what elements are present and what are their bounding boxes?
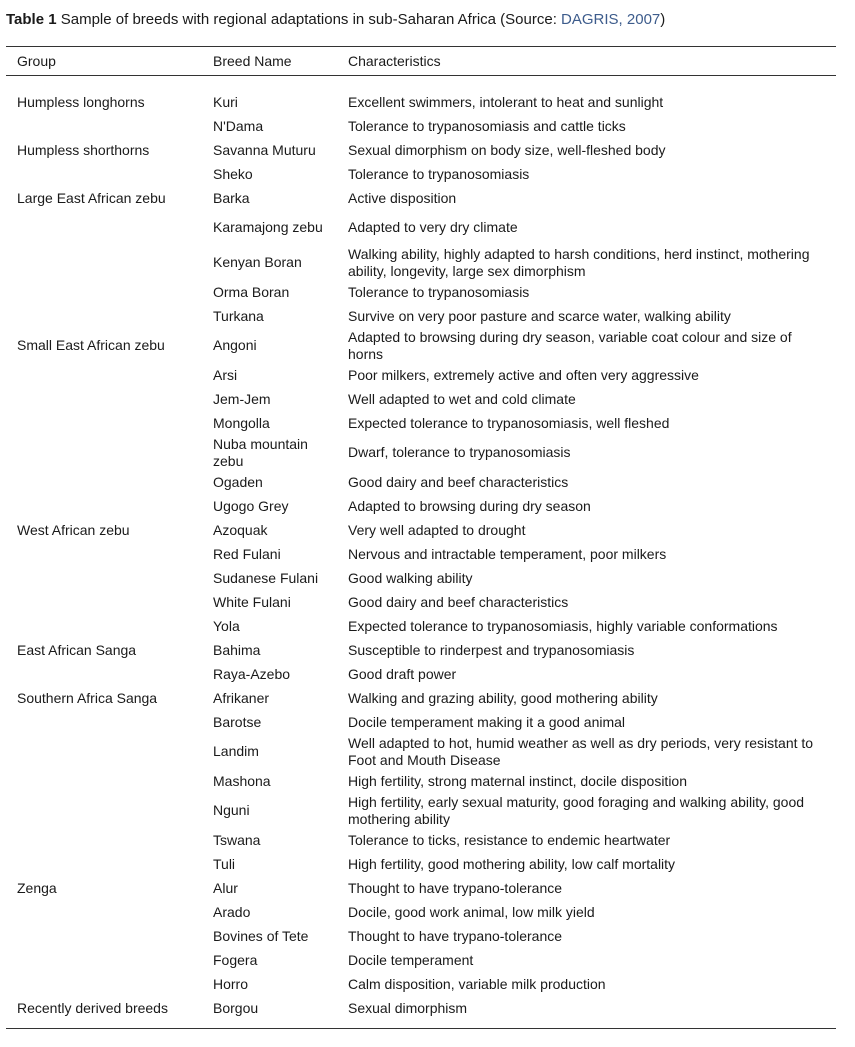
row-breed-name: Orma Boran bbox=[213, 283, 290, 300]
row-group-cell bbox=[17, 518, 207, 542]
row-group: East African Sanga bbox=[17, 641, 137, 658]
row-characteristics-cell bbox=[348, 900, 826, 924]
table-row bbox=[6, 566, 836, 590]
row-characteristics: Docile temperament bbox=[348, 951, 474, 968]
table-row bbox=[6, 852, 836, 876]
row-breed-name: Borgou bbox=[213, 999, 259, 1016]
row-characteristics-cell bbox=[348, 828, 826, 852]
row-breed-name-cell bbox=[213, 363, 338, 387]
row-breed-name: Savanna Muturu bbox=[213, 141, 316, 158]
row-characteristics-cell bbox=[348, 686, 826, 710]
row-breed-name-cell bbox=[213, 900, 338, 924]
row-group-cell bbox=[17, 363, 207, 387]
row-characteristics-cell bbox=[348, 614, 826, 638]
row-breed-name: Alur bbox=[213, 879, 238, 896]
row-group-cell bbox=[17, 162, 207, 186]
row-characteristics: Calm disposition, variable milk production bbox=[348, 975, 606, 992]
row-breed-name: Kuri bbox=[213, 93, 238, 110]
row-breed-name: Karamajong zebu bbox=[213, 219, 323, 235]
row-characteristics-cell bbox=[348, 566, 826, 590]
row-breed-name: Yola bbox=[213, 617, 240, 634]
table-row bbox=[6, 876, 836, 900]
row-group: Humpless shorthorns bbox=[17, 141, 150, 158]
table-row bbox=[6, 614, 836, 638]
row-breed-name-cell bbox=[213, 90, 338, 114]
row-characteristics-cell bbox=[348, 662, 826, 686]
header-characteristics: Characteristics bbox=[348, 53, 441, 69]
row-characteristics: Tolerance to trypanosomiasis and cattle ticks bbox=[348, 117, 626, 134]
row-characteristics: Good dairy and beef characteristics bbox=[348, 473, 569, 490]
table-row bbox=[6, 280, 836, 304]
table-row bbox=[6, 304, 836, 328]
header-breed-name: Breed Name bbox=[213, 53, 292, 69]
row-characteristics: Poor milkers, extremely active and often very aggressive bbox=[348, 366, 699, 383]
table-row bbox=[6, 245, 836, 280]
header-group: Group bbox=[17, 53, 56, 69]
row-breed-name: Tuli bbox=[213, 855, 236, 872]
row-characteristics-cell bbox=[348, 710, 826, 734]
row-group: Southern Africa Sanga bbox=[17, 689, 158, 706]
row-characteristics-cell bbox=[348, 210, 826, 245]
row-breed-name: Mashona bbox=[213, 772, 271, 789]
table-row bbox=[6, 518, 836, 542]
row-characteristics-cell bbox=[348, 494, 826, 518]
row-group: Humpless longhorns bbox=[17, 93, 145, 110]
row-breed-name-cell bbox=[213, 638, 338, 662]
row-breed-name-cell bbox=[213, 435, 338, 470]
table-row bbox=[6, 686, 836, 710]
row-characteristics: Sexual dimorphism on body size, well-fleshed body bbox=[348, 141, 666, 158]
row-group-cell bbox=[17, 470, 207, 494]
row-characteristics: Excellent swimmers, intolerant to heat and sunlight bbox=[348, 93, 664, 110]
row-group-cell bbox=[17, 734, 207, 769]
row-breed-name: Sheko bbox=[213, 165, 253, 182]
table-row bbox=[6, 90, 836, 114]
row-group-cell bbox=[17, 948, 207, 972]
table-row bbox=[6, 662, 836, 686]
header-rule bbox=[6, 75, 836, 76]
row-breed-name: Angoni bbox=[213, 337, 257, 353]
table-row bbox=[6, 210, 836, 245]
row-group-cell bbox=[17, 245, 207, 280]
row-breed-name-cell bbox=[213, 280, 338, 304]
row-characteristics: Walking and grazing ability, good mothering ability bbox=[348, 689, 658, 706]
table-row bbox=[6, 114, 836, 138]
row-breed-name-cell bbox=[213, 734, 338, 769]
row-breed-name-cell bbox=[213, 518, 338, 542]
row-breed-name: Bovines of Tete bbox=[213, 927, 309, 944]
row-group-cell bbox=[17, 138, 207, 162]
row-breed-name: Landim bbox=[213, 743, 259, 759]
row-breed-name: Sudanese Fulani bbox=[213, 569, 319, 586]
row-characteristics: High fertility, good mothering ability, low calf mortality bbox=[348, 855, 676, 872]
row-characteristics-cell bbox=[348, 852, 826, 876]
row-characteristics: Walking ability, highly adapted to harsh conditions, herd instinct, mothering ability, longevity, large sex dimorphism bbox=[348, 245, 810, 279]
row-breed-name-cell bbox=[213, 186, 338, 210]
row-breed-name-cell bbox=[213, 614, 338, 638]
row-characteristics-cell bbox=[348, 769, 826, 793]
table-row bbox=[6, 972, 836, 996]
row-breed-name-cell bbox=[213, 996, 338, 1020]
row-group-cell bbox=[17, 210, 207, 245]
row-characteristics-cell bbox=[348, 518, 826, 542]
row-characteristics: Tolerance to trypanosomiasis bbox=[348, 283, 530, 300]
row-characteristics: Thought to have trypano-tolerance bbox=[348, 879, 563, 896]
row-characteristics: Expected tolerance to trypanosomiasis, highly variable conformations bbox=[348, 617, 778, 634]
row-breed-name-cell bbox=[213, 948, 338, 972]
row-characteristics: Thought to have trypano-tolerance bbox=[348, 927, 563, 944]
row-characteristics-cell bbox=[348, 924, 826, 948]
row-characteristics: Well adapted to hot, humid weather as well as dry periods, very resistant to Foot and Mouth Disease bbox=[348, 734, 814, 768]
row-characteristics: Tolerance to ticks, resistance to endemic heartwater bbox=[348, 831, 671, 848]
row-characteristics: High fertility, strong maternal instinct, docile disposition bbox=[348, 772, 688, 789]
row-group-cell bbox=[17, 411, 207, 435]
row-group-cell bbox=[17, 996, 207, 1020]
row-breed-name: Red Fulani bbox=[213, 545, 281, 562]
row-breed-name: Arado bbox=[213, 903, 251, 920]
row-characteristics-cell bbox=[348, 542, 826, 566]
row-breed-name: Horro bbox=[213, 975, 249, 992]
row-breed-name-cell bbox=[213, 566, 338, 590]
row-breed-name-cell bbox=[213, 852, 338, 876]
row-characteristics-cell bbox=[348, 793, 826, 828]
row-group-cell bbox=[17, 90, 207, 114]
caption-text: Sample of breeds with regional adaptations in sub-Saharan Africa (Source: bbox=[56, 11, 562, 28]
table-row bbox=[6, 793, 836, 828]
row-group: West African zebu bbox=[17, 521, 130, 538]
row-breed-name-cell bbox=[213, 162, 338, 186]
row-group: Large East African zebu bbox=[17, 189, 166, 206]
row-group-cell bbox=[17, 114, 207, 138]
row-characteristics: High fertility, early sexual maturity, good foraging and walking ability, good mothering ability bbox=[348, 793, 805, 827]
table-row bbox=[6, 542, 836, 566]
row-characteristics: Adapted to very dry climate bbox=[348, 219, 518, 235]
row-breed-name: Afrikaner bbox=[213, 689, 270, 706]
row-group: Recently derived breeds bbox=[17, 999, 168, 1016]
top-rule bbox=[6, 46, 836, 47]
row-characteristics: Tolerance to trypanosomiasis bbox=[348, 165, 530, 182]
row-breed-name-cell bbox=[213, 542, 338, 566]
row-characteristics: Very well adapted to drought bbox=[348, 521, 526, 538]
row-breed-name: Tswana bbox=[213, 831, 261, 848]
row-characteristics-cell bbox=[348, 435, 826, 470]
row-group-cell bbox=[17, 769, 207, 793]
table-row bbox=[6, 470, 836, 494]
table-row bbox=[6, 828, 836, 852]
row-characteristics-cell bbox=[348, 304, 826, 328]
row-breed-name-cell bbox=[213, 662, 338, 686]
row-breed-name: Nguni bbox=[213, 802, 250, 818]
row-characteristics-cell bbox=[348, 996, 826, 1020]
row-characteristics: Good draft power bbox=[348, 665, 457, 682]
row-group-cell bbox=[17, 662, 207, 686]
row-breed-name-cell bbox=[213, 710, 338, 734]
row-breed-name: Turkana bbox=[213, 307, 264, 324]
row-breed-name-cell bbox=[213, 210, 338, 245]
table-row bbox=[6, 710, 836, 734]
row-characteristics: Survive on very poor pasture and scarce water, walking ability bbox=[348, 307, 731, 324]
table-row bbox=[6, 162, 836, 186]
row-group-cell bbox=[17, 900, 207, 924]
table-caption bbox=[6, 10, 846, 30]
row-group-cell bbox=[17, 328, 207, 363]
table-header bbox=[6, 52, 836, 70]
row-breed-name-cell bbox=[213, 114, 338, 138]
row-characteristics: Active disposition bbox=[348, 189, 457, 206]
table-label: Table 1 bbox=[6, 11, 57, 28]
row-group-cell bbox=[17, 924, 207, 948]
row-group: Zenga bbox=[17, 879, 57, 896]
row-group-cell bbox=[17, 876, 207, 900]
row-breed-name-cell bbox=[213, 972, 338, 996]
row-characteristics-cell bbox=[348, 186, 826, 210]
row-characteristics-cell bbox=[348, 972, 826, 996]
row-characteristics: Dwarf, tolerance to trypanosomiasis bbox=[348, 444, 571, 460]
row-breed-name: Azoquak bbox=[213, 521, 268, 538]
row-characteristics-cell bbox=[348, 590, 826, 614]
table-row bbox=[6, 435, 836, 470]
row-breed-name-cell bbox=[213, 793, 338, 828]
row-characteristics: Docile, good work animal, low milk yield bbox=[348, 903, 595, 920]
row-characteristics-cell bbox=[348, 638, 826, 662]
row-characteristics-cell bbox=[348, 387, 826, 411]
row-group-cell bbox=[17, 566, 207, 590]
table-body bbox=[6, 90, 836, 1020]
row-breed-name-cell bbox=[213, 686, 338, 710]
row-group-cell bbox=[17, 387, 207, 411]
row-characteristics-cell bbox=[348, 363, 826, 387]
row-characteristics: Adapted to browsing during dry season bbox=[348, 497, 591, 514]
row-breed-name-cell bbox=[213, 387, 338, 411]
row-breed-name: Ogaden bbox=[213, 473, 263, 490]
row-characteristics: Sexual dimorphism bbox=[348, 999, 468, 1016]
table-row bbox=[6, 734, 836, 769]
row-group-cell bbox=[17, 852, 207, 876]
row-breed-name-cell bbox=[213, 245, 338, 280]
row-group: Small East African zebu bbox=[17, 337, 165, 353]
table-row bbox=[6, 948, 836, 972]
row-breed-name-cell bbox=[213, 769, 338, 793]
row-group-cell bbox=[17, 435, 207, 470]
row-characteristics: Good walking ability bbox=[348, 569, 473, 586]
row-breed-name: Ugogo Grey bbox=[213, 497, 289, 514]
row-group-cell bbox=[17, 972, 207, 996]
row-group-cell bbox=[17, 793, 207, 828]
row-breed-name: Mongolla bbox=[213, 414, 270, 431]
row-breed-name: Barotse bbox=[213, 713, 262, 730]
row-characteristics: Nervous and intractable temperament, poor milkers bbox=[348, 545, 667, 562]
row-group-cell bbox=[17, 828, 207, 852]
table-row bbox=[6, 996, 836, 1020]
row-characteristics-cell bbox=[348, 876, 826, 900]
row-characteristics-cell bbox=[348, 138, 826, 162]
row-characteristics-cell bbox=[348, 162, 826, 186]
row-group-cell bbox=[17, 494, 207, 518]
table-row bbox=[6, 411, 836, 435]
row-breed-name: Bahima bbox=[213, 641, 261, 658]
table-row bbox=[6, 363, 836, 387]
row-breed-name-cell bbox=[213, 876, 338, 900]
table-row bbox=[6, 924, 836, 948]
table-row bbox=[6, 590, 836, 614]
row-characteristics: Well adapted to wet and cold climate bbox=[348, 390, 576, 407]
row-breed-name-cell bbox=[213, 470, 338, 494]
row-breed-name-cell bbox=[213, 328, 338, 363]
row-characteristics-cell bbox=[348, 90, 826, 114]
row-breed-name: Arsi bbox=[213, 366, 238, 383]
row-characteristics-cell bbox=[348, 948, 826, 972]
table-row bbox=[6, 328, 836, 363]
row-characteristics-cell bbox=[348, 734, 826, 769]
row-characteristics-cell bbox=[348, 114, 826, 138]
row-group-cell bbox=[17, 186, 207, 210]
table-row bbox=[6, 494, 836, 518]
row-group-cell bbox=[17, 304, 207, 328]
row-group-cell bbox=[17, 638, 207, 662]
row-group-cell bbox=[17, 590, 207, 614]
table-row bbox=[6, 900, 836, 924]
row-breed-name: N'Dama bbox=[213, 117, 264, 134]
row-characteristics: Susceptible to rinderpest and trypanosomiasis bbox=[348, 641, 635, 658]
row-group-cell bbox=[17, 280, 207, 304]
row-group-cell bbox=[17, 542, 207, 566]
row-characteristics: Docile temperament making it a good animal bbox=[348, 713, 626, 730]
row-group-cell bbox=[17, 710, 207, 734]
row-breed-name: Kenyan Boran bbox=[213, 254, 302, 270]
row-breed-name: Jem-Jem bbox=[213, 390, 271, 407]
row-characteristics-cell bbox=[348, 280, 826, 304]
row-characteristics: Expected tolerance to trypanosomiasis, well fleshed bbox=[348, 414, 670, 431]
row-breed-name-cell bbox=[213, 138, 338, 162]
row-characteristics-cell bbox=[348, 411, 826, 435]
row-breed-name-cell bbox=[213, 590, 338, 614]
table-row bbox=[6, 138, 836, 162]
row-breed-name-cell bbox=[213, 411, 338, 435]
row-characteristics-cell bbox=[348, 245, 826, 280]
row-breed-name-cell bbox=[213, 828, 338, 852]
row-breed-name: Raya-Azebo bbox=[213, 665, 291, 682]
row-breed-name: Barka bbox=[213, 189, 250, 206]
row-breed-name: Nuba mountain zebu bbox=[213, 435, 308, 469]
source-citation-link[interactable]: DAGRIS, 2007 bbox=[561, 11, 661, 28]
row-group-cell bbox=[17, 686, 207, 710]
row-characteristics: Good dairy and beef characteristics bbox=[348, 593, 569, 610]
caption-close: ) bbox=[660, 11, 666, 28]
row-breed-name-cell bbox=[213, 494, 338, 518]
table-row bbox=[6, 638, 836, 662]
row-characteristics: Adapted to browsing during dry season, variable coat colour and size of horns bbox=[348, 328, 792, 362]
table-row bbox=[6, 387, 836, 411]
row-breed-name-cell bbox=[213, 924, 338, 948]
table-row bbox=[6, 769, 836, 793]
row-breed-name: Fogera bbox=[213, 951, 258, 968]
row-characteristics-cell bbox=[348, 328, 826, 363]
row-characteristics-cell bbox=[348, 470, 826, 494]
table-row bbox=[6, 186, 836, 210]
row-breed-name: White Fulani bbox=[213, 593, 291, 610]
bottom-rule bbox=[6, 1028, 836, 1029]
row-group-cell bbox=[17, 614, 207, 638]
row-breed-name-cell bbox=[213, 304, 338, 328]
